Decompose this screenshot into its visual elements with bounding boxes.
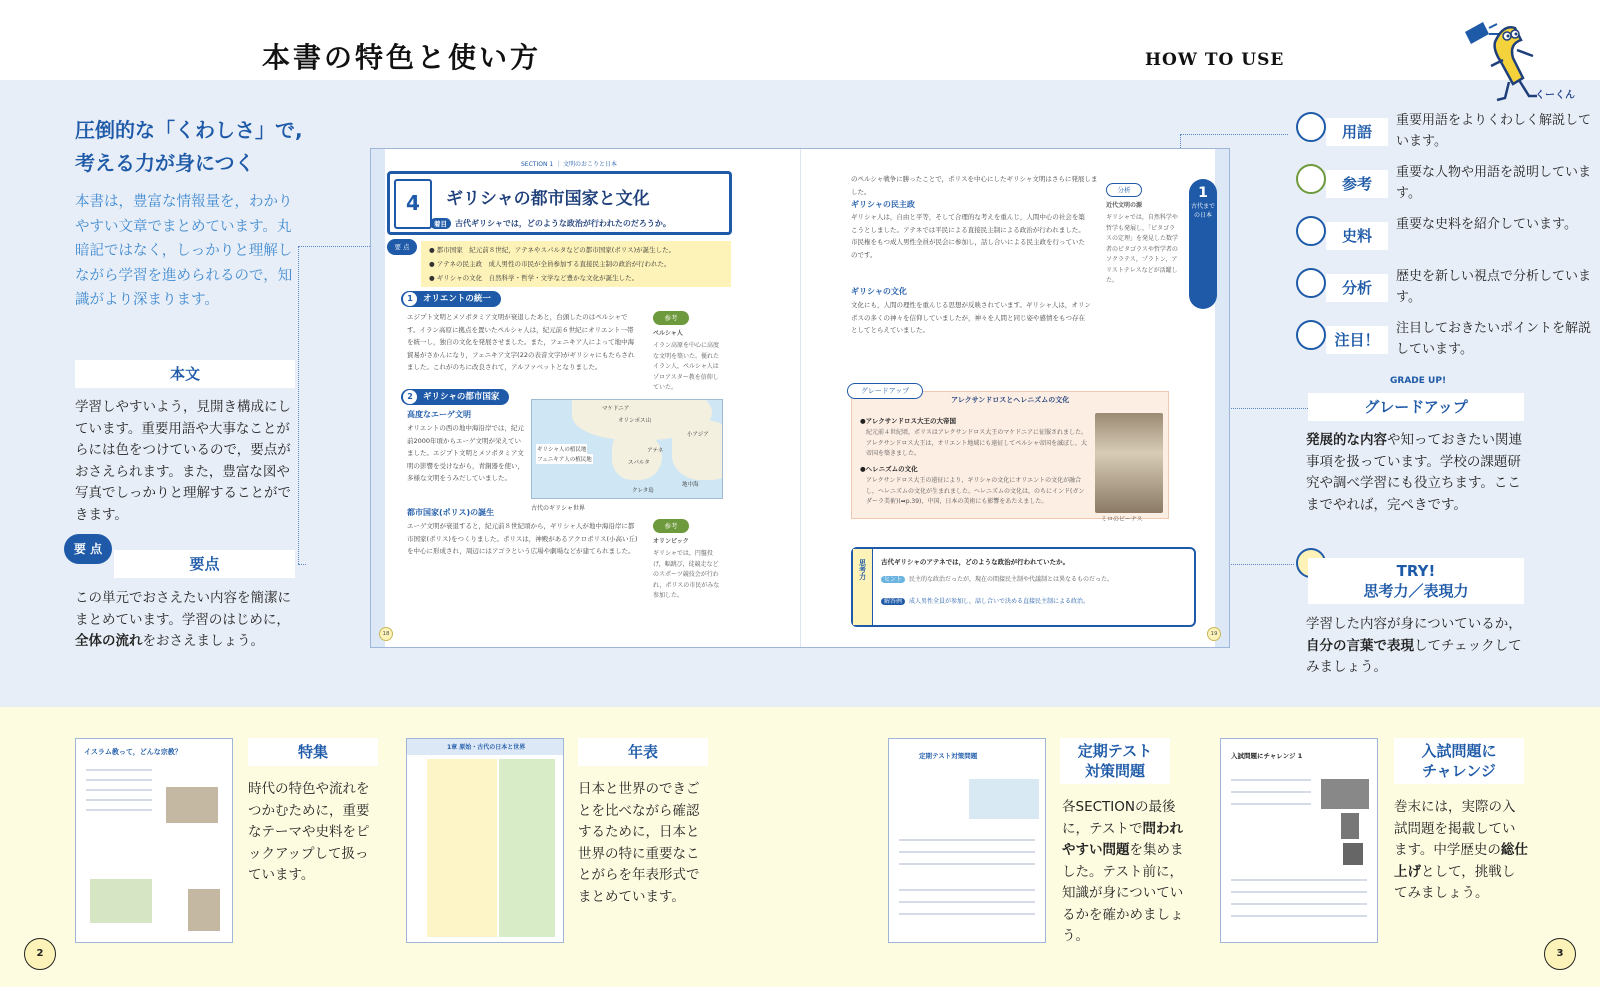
yoten-line: ● ギリシャの文化 自然科学・哲学・文学など豊かな文化が誕生した。 xyxy=(429,274,639,282)
section-heading-1: 1 オリエントの統一 xyxy=(401,291,501,307)
bottom-desc: 日本と世界のできごとを比べながら確認するために，日本と世界の特に重要なことがらを年表形式でまとめています。 xyxy=(578,781,700,905)
book-icon xyxy=(1296,112,1326,142)
intro-heading-line2: 考える力が身につく xyxy=(75,151,255,175)
spread-page-right: 19 xyxy=(1207,627,1221,641)
grade-text-2: アレクサンドロス大王の遠征により，ギリシャの文化にオリエントの文化が融合し，ヘレニズムの文化が生まれました。ヘレニズムの文化は，のちにインド(ガンダーラ美術)(➡p.39)，中国，日本の美術にも影響をあたえました。 xyxy=(866,477,1085,505)
connector-yoten xyxy=(298,564,306,565)
yoten-badge: 要 点 xyxy=(64,534,112,564)
legend-sankou xyxy=(1296,160,1596,200)
ref-title: ペルシャ人 xyxy=(653,330,683,337)
map-legend: ギリシャ人の植民地 xyxy=(536,444,587,454)
connector-legend xyxy=(1180,134,1288,135)
spread-spine xyxy=(800,149,801,647)
legend-label: 史料 xyxy=(1326,222,1388,250)
subhead-d-text: 文化にも，人間の理性を重んじる思想が反映されています。ギリシャ人は，オリンポスの多くの神々を信仰していましたが，神々を人間と同じ姿や感情をもつ存在としてとらえていました。 xyxy=(851,301,1091,334)
page-title-en: HOW TO USE xyxy=(1145,50,1285,70)
yoten-line: ● 都市国家 紀元前８世紀，アテネやスパルタなどの都市国家(ポリス)が誕生した。 xyxy=(429,246,676,254)
map-label: 小アジア xyxy=(687,432,709,438)
ref-text: ギリシャでは，円盤投げ，幅跳び，徒競走などのスポーツ競技会が行われ，ポリスの市民がみな参加した。 xyxy=(653,550,720,599)
analysis-title: 近代文明の源 xyxy=(1106,202,1143,209)
thumb-nenpyou: 1章 原始・古代の日本と世界 xyxy=(406,738,564,943)
map-label: クレタ島 xyxy=(632,488,654,494)
legend-label: 参考 xyxy=(1326,170,1388,198)
map-label: スパルタ xyxy=(628,460,650,466)
venus-statue-photo xyxy=(1095,413,1163,513)
magnifier-icon xyxy=(1296,268,1326,298)
yoten-line: ● アテネの民主政 成人男性の市民が全員参加する直接民主制の政治が行われた。 xyxy=(429,260,671,268)
legend-label: 分析 xyxy=(1326,274,1388,302)
subhead-a: 高度なエーゲ文明 xyxy=(407,410,471,419)
grade-heading-2: ●ヘレニズムの文化 xyxy=(860,465,918,473)
legend-label: 注目！ xyxy=(1326,326,1388,354)
connector-honbun xyxy=(298,246,299,564)
subhead-d: ギリシャの文化 xyxy=(851,287,907,296)
legend-chuumoku xyxy=(1296,316,1596,356)
yoten-tag: 要 点 xyxy=(387,239,417,255)
spread-page-left: 18 xyxy=(379,627,393,641)
honbun-label: 本文 xyxy=(75,360,295,388)
section-1-text: エジプト文明とメソポタミア文明が衰退したあと，台頭したのはペルシャです。イラン高原に拠点を置いたペルシャ人は，紀元前６世紀にオリエント一帯を統一し，独自の文化を発展させました。また，フェニキア人によって地中海貿易がさかんになり，フェニキア文字(22の表音文字)がギリシャにもたらされました。これがのちに改良されて，アルファベットとなりました。 xyxy=(407,313,635,371)
intro-body: 本書は，豊富な情報量を，わかりやすい文章でまとめています。丸暗記ではなく，しっかりと理解しながら学習を進められるので，知識がより深まります。 xyxy=(75,194,293,308)
grade-text-1: 紀元前４世紀頃，ポリスはアレクサンドロス大王のマケドニアに征服されました。アレクサンドロス大王は，オリエント地域にも遠征してペルシャ帝国を滅ぼし，大帝国を築きました。 xyxy=(866,429,1087,457)
thumb-nyuushi: 入試問題にチャレンジ 1 xyxy=(1220,738,1378,943)
thumb-tokushuu: イスラム教って，どんな宗教？ xyxy=(75,738,233,943)
subhead-c: ギリシャの民主政 xyxy=(851,200,915,209)
page-strip-right xyxy=(1215,149,1229,647)
subhead-b-text: エーゲ文明が衰退すると，紀元前８世紀頃から，ギリシャ人が地中海沿岸に都市国家(ポリス)をつくりました。ポリスは，神殿があるアクロポリス(小高い丘)を中心に形成され，周辺にはアゴラという広場や劇場などが建てられました。 xyxy=(407,522,638,555)
ref-tag: 参考 xyxy=(653,311,689,325)
bottom-label: 定期テスト 対策問題 xyxy=(1060,738,1170,784)
subhead-b: 都市国家(ポリス)の誕生 xyxy=(407,508,495,517)
chapter-tab: 1 古代までの日本 xyxy=(1189,179,1217,309)
section-heading-2: 2 ギリシャの都市国家 xyxy=(401,389,509,405)
unit-number: 4 xyxy=(394,179,432,229)
analysis-tag: 分析 xyxy=(1106,183,1142,197)
bottom-desc: 時代の特色や流れをつかむために，重要なテーマや史料をピックアップして扱っています。 xyxy=(248,781,370,883)
subhead-c-text: ギリシャ人は，自由と平等，そして合理的な考えを重んじ，人間中心の社会を築こうとしました。アテネでは平民による直接民主制による政治が行われました。市民権をもつ成人男性全員が民会に参加し，話し合いによる民主政を行っていたのです。 xyxy=(851,213,1085,259)
bottom-label: 特集 xyxy=(248,738,378,766)
greek-map xyxy=(531,399,723,499)
grade-up-label: グレードアップ xyxy=(1308,393,1524,421)
legend-desc: 重要用語をよりくわしく解説しています。 xyxy=(1396,113,1592,149)
subhead-a-text: オリエントの西の地中海沿岸では，紀元前2000年頃からエーゲ文明が栄えていました。エジプト文明とメソポタミア文明の影響を受けながら，青銅器を使い，多様な文明をうみだしていました。 xyxy=(407,424,524,482)
yoten-label: 要点 xyxy=(114,550,295,578)
map-label: アテネ xyxy=(647,448,664,454)
intro-heading xyxy=(75,114,303,180)
think-side-tab: 思考力 xyxy=(853,549,873,625)
right-intro-text: のペルシャ戦争に勝ったことで，ポリスを中心にしたギリシャ文明はさらに発展しました。 xyxy=(851,175,1098,196)
unit-question: 着目 古代ギリシャでは，どのような政治が行われたのだろうか。 xyxy=(430,218,671,229)
map-label: 地中海 xyxy=(682,482,699,488)
legend-shiryou xyxy=(1296,212,1596,252)
legend-label: 用語 xyxy=(1326,118,1388,146)
legend-bunseki xyxy=(1296,264,1596,304)
mascot-name: くーくん xyxy=(1535,90,1575,101)
page-number-right: 3 xyxy=(1544,938,1576,970)
think-hint: ヒント 民主的な政治だったが，現在の間接民主制や代議制とは異なるものだった。 xyxy=(881,575,1181,586)
map-legend: フェニキア人の植民地 xyxy=(536,454,593,464)
top-bar xyxy=(0,0,1600,80)
yoten-box xyxy=(421,241,731,287)
grade-up-small: GRADE UP! xyxy=(1390,376,1447,386)
note-icon xyxy=(1296,164,1326,194)
bottom-desc: 各SECTIONの最後に，テストで問われやすい問題を集めました。テスト前に，知識が身についているかを確かめましょう。 xyxy=(1062,799,1184,944)
thumb-teiki-test: 定期テスト対策問題 xyxy=(888,738,1046,943)
legend-yougo xyxy=(1296,108,1596,148)
page-number-left: 2 xyxy=(24,938,56,970)
pointer-icon xyxy=(1296,320,1326,350)
yoten-desc: この単元でおさえたい内容を簡潔にまとめています。学習のはじめに，全体の流れをおさえましょう。 xyxy=(75,590,291,649)
scroll-icon xyxy=(1296,216,1326,246)
think-answer: 解答例 成人男性全員が参加し，話し合いで決める直接民主制による政治。 xyxy=(881,597,1181,608)
bottom-label: 年表 xyxy=(578,738,708,766)
intro-heading-line1: 圧倒的な「くわしさ」で, xyxy=(75,118,303,142)
map-label: マケドニア xyxy=(602,406,630,412)
statue-caption: ミロのビーナス xyxy=(1101,516,1143,523)
ref-text: イラン高原を中心に高度な文明を築いた。優れたイラン人，ペルシャ人はゾロアスター教を信仰していた。 xyxy=(653,342,720,391)
legend-desc: 重要な史料を紹介しています。 xyxy=(1396,217,1577,232)
analysis-text: ギリシャでは，自然科学や哲学も発展し，「ピタゴラスの定理」を発見した数学者のピタゴラスや哲学者のソクラテス，プラトン，アリストテレスなどが活躍した。 xyxy=(1106,214,1179,284)
map-caption: 古代のギリシャ世界 xyxy=(531,505,585,512)
unit-title-box xyxy=(387,171,732,235)
think-box xyxy=(851,547,1196,627)
grade-up-title: アレクサンドロスとヘレニズムの文化 xyxy=(951,396,1070,404)
think-question: 古代ギリシャのアテネでは，どのような政治が行われていたか。 xyxy=(881,558,1070,566)
grade-heading-1: ●アレクサンドロス大王の大帝国 xyxy=(860,417,956,425)
bottom-label: 入試問題に チャレンジ xyxy=(1394,738,1524,784)
map-label: オリンポス山 xyxy=(618,418,652,424)
textbook-spread xyxy=(370,148,1230,648)
legend-desc: 歴史を新しい視点で分析しています。 xyxy=(1396,269,1592,305)
bottom-desc: 巻末には，実際の入試問題を掲載しています。中学歴史の総仕上げとして，挑戦してみましょう。 xyxy=(1394,799,1528,901)
try-label: TRY! 思考力／表現力 xyxy=(1308,558,1524,604)
page-title: 本書の特色と使い方 xyxy=(262,41,542,74)
grade-up-tag: グレードアップ xyxy=(847,383,923,399)
legend-desc: 重要な人物や用語を説明しています。 xyxy=(1396,165,1592,201)
try-desc: 学習した内容が身についているか，自分の言葉で表現してチェックしてみましょう。 xyxy=(1306,616,1522,675)
honbun-desc: 学習しやすいよう，見開き構成にしています。重要用語や大事なことがらには色をつけているので，要点がおさえられます。また，豊富な図や写真でしっかりと理解することができます。 xyxy=(75,399,291,523)
page-strip-left xyxy=(371,149,385,647)
section-header: SECTION 1 ｜ 文明のおこりと日本 xyxy=(521,161,617,168)
ref-title: オリンピック xyxy=(653,538,689,545)
legend-desc: 注目しておきたいポイントを解説しています。 xyxy=(1396,321,1592,357)
unit-title: ギリシャの都市国家と文化 xyxy=(446,189,650,209)
ref-tag: 参考 xyxy=(653,519,689,533)
grade-up-desc: 発展的な内容や知っておきたい関連事項を扱っています。学校の課題研究や調べ学習にも役立ちます。ここまでやれば，完ぺきです。 xyxy=(1306,432,1522,513)
